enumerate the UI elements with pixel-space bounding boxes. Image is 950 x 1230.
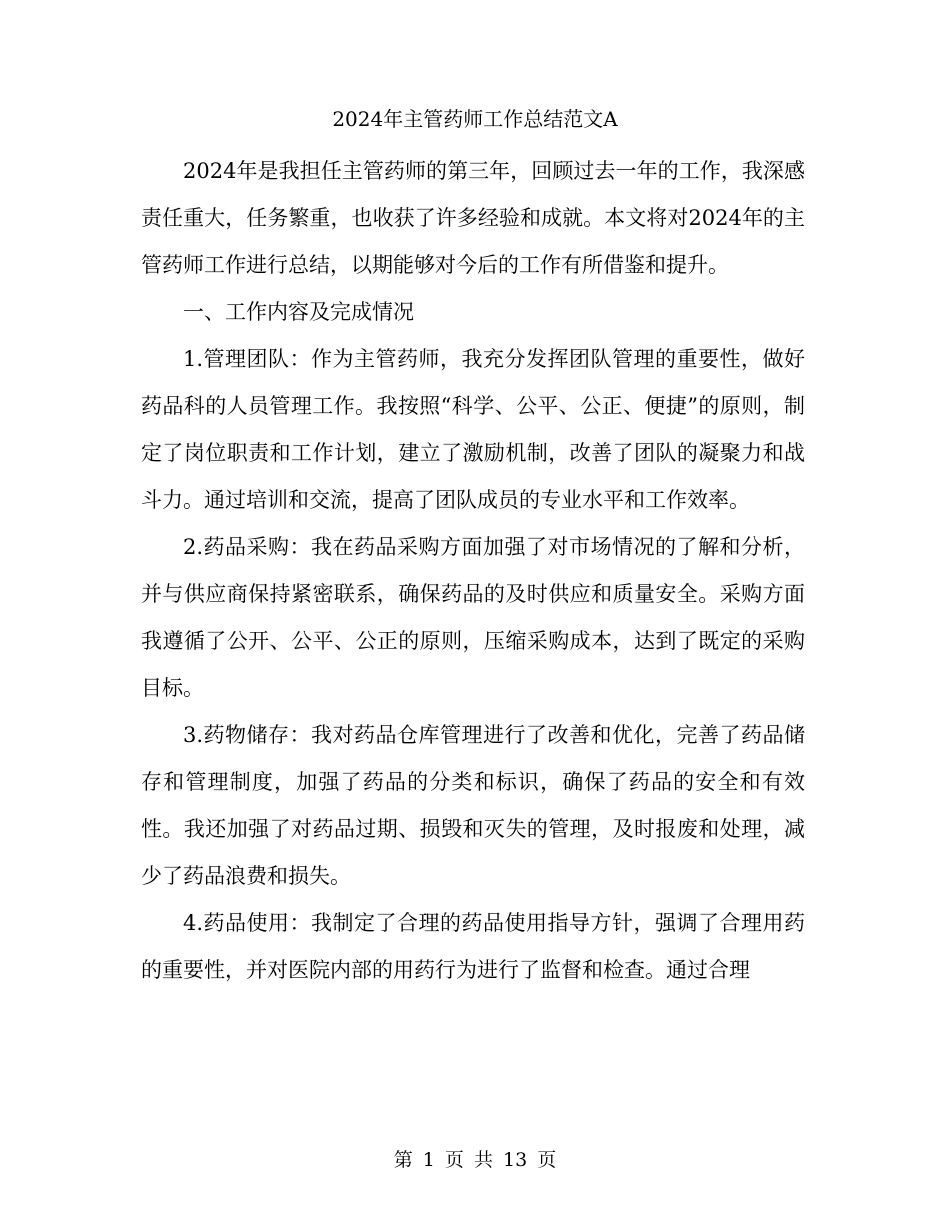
item-paragraph-team-management: 1.管理团队：作为主管药师，我充分发挥团队管理的重要性，做好药品科的人员管理工作。我按照“科学、公平、公正、便捷”的原则，制定了岗位职责和工作计划，建立了激励机制，改善了团队的凝聚力和战斗力。通过培训和交流，提高了团队成员的专业水平和工作效率。: [141, 347, 805, 512]
section-heading: 一、工作内容及完成情况: [183, 300, 414, 324]
item-paragraph-drug-usage: 4.药品使用：我制定了合理的药品使用指导方针，强调了合理用药的重要性，并对医院内部的用药行为进行了监督和检查。通过合理: [141, 911, 805, 982]
item-paragraph-drug-procurement: 2.药品采购：我在药品采购方面加强了对市场情况的了解和分析，并与供应商保持紧密联系，确保药品的及时供应和质量安全。采购方面我遵循了公开、公平、公正的原则，压缩采购成本，达到了既定的采购目标。: [141, 535, 805, 700]
item-paragraph-drug-storage: 3.药物储存：我对药品仓库管理进行了改善和优化，完善了药品储存和管理制度，加强了药品的分类和标识，确保了药品的安全和有效性。我还加强了对药品过期、损毁和灭失的管理，及时报废和处理，减少了药品浪费和损失。: [141, 723, 805, 888]
page-number-footer: 第 1 页 共 13 页: [393, 1149, 557, 1171]
intro-paragraph: 2024年是我担任主管药师的第三年，回顾过去一年的工作，我深感责任重大，任务繁重，也收获了许多经验和成就。本文将对2024年的主管药师工作进行总结，以期能够对今后的工作有所借鉴和提升。: [141, 159, 805, 277]
document-body: [141, 148, 805, 994]
document-title: 2024年主管药师工作总结范文A: [332, 107, 618, 131]
